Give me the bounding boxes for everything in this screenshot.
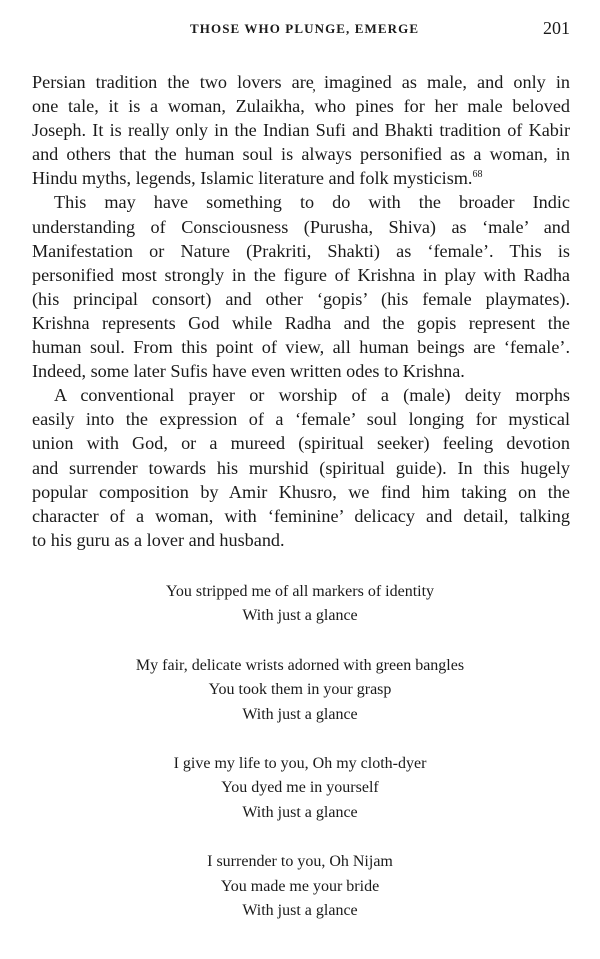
paragraph-1-line: Joseph. It is really only in the Indian Sufi and Bhakti tradition of Kabir — [32, 120, 570, 141]
paragraph-2-line: human soul. From this point of view, all human beings are ‘female’. — [32, 337, 570, 358]
paragraph-1-line: Persian tradition the two lovers are̦ imagined as male, and only in — [32, 72, 570, 92]
paragraph-1-line-text: Hindu myths, legends, Islamic literature and folk mysticism. — [32, 168, 473, 189]
paragraph-2 — [32, 190, 570, 383]
paragraph-2-line: understanding of Consciousness (Purusha, Shiva) as ‘male’ and — [32, 216, 570, 237]
body-text — [32, 70, 570, 552]
poem-line: I surrender to you, Oh Nijam — [207, 853, 393, 871]
running-head — [0, 18, 600, 42]
paragraph-2-line: (his principal consort) and other ‘gopis’ (his female playmates). — [32, 288, 570, 309]
poem-stanza — [0, 752, 600, 825]
paragraph-3-line: easily into the expression of a ‘female’ soul longing for mystical — [32, 409, 570, 430]
paragraph-1-line — [32, 166, 570, 190]
paragraph-2-line: This may have something to do with the broader Indic — [54, 192, 570, 213]
poem-stanza — [0, 580, 600, 629]
paragraph-3-line: to his guru as a lover and husband. — [32, 529, 285, 550]
paragraph-3-line: character of a woman, with ‘feminine’ delicacy and detail, talking — [32, 505, 570, 526]
paragraph-3-line: and surrender towards his murshid (spiritual guide). In this hugely — [32, 457, 570, 478]
paragraph-1-line: one tale, it is a woman, Zulaikha, who pines for her male beloved — [32, 96, 570, 117]
paragraph-1-line: and others that the human soul is always personified as a woman, in — [32, 144, 570, 165]
page-number: 201 — [543, 18, 570, 38]
poem-line: With just a glance — [242, 803, 358, 821]
paragraph-2-line: personified most strongly in the figure of Krishna in play with Radha — [32, 264, 570, 285]
poem-line: You made me your bride — [220, 877, 380, 895]
poem-stanza — [0, 654, 600, 727]
poem-line: I give my life to you, Oh my cloth-dyer — [173, 754, 427, 772]
paragraph-3 — [32, 383, 570, 552]
footnote-reference: 68 — [472, 169, 483, 181]
poem-line: With just a glance — [242, 705, 358, 723]
poem-line: You dyed me in yourself — [221, 779, 379, 797]
poem-line: With just a glance — [242, 607, 358, 625]
running-title: THOSE WHO PLUNGE, EMERGE — [190, 21, 420, 36]
poem-line: You took them in your grasp — [208, 681, 392, 699]
paragraph-2-line: Manifestation or Nature (Prakriti, Shakti) as ‘female’. This is — [32, 240, 570, 261]
poem — [0, 580, 600, 948]
paragraph-1 — [32, 70, 570, 190]
poem-line: My fair, delicate wrists adorned with green bangles — [135, 656, 465, 674]
paragraph-2-line: Indeed, some later Sufis have even written odes to Krishna. — [32, 361, 465, 382]
paragraph-3-line: A conventional prayer or worship of a (male) deity morphs — [54, 385, 570, 406]
poem-line: You stripped me of all markers of identity — [165, 583, 435, 600]
poem-stanza — [0, 850, 600, 923]
paragraph-3-line: union with God, or a mureed (spiritual seeker) feeling devotion — [32, 433, 570, 454]
paragraph-3-line: popular composition by Amir Khusro, we find him taking on the — [32, 481, 570, 502]
paragraph-2-line: Krishna represents God while Radha and the gopis represent the — [32, 312, 570, 333]
poem-line: With just a glance — [242, 901, 358, 919]
